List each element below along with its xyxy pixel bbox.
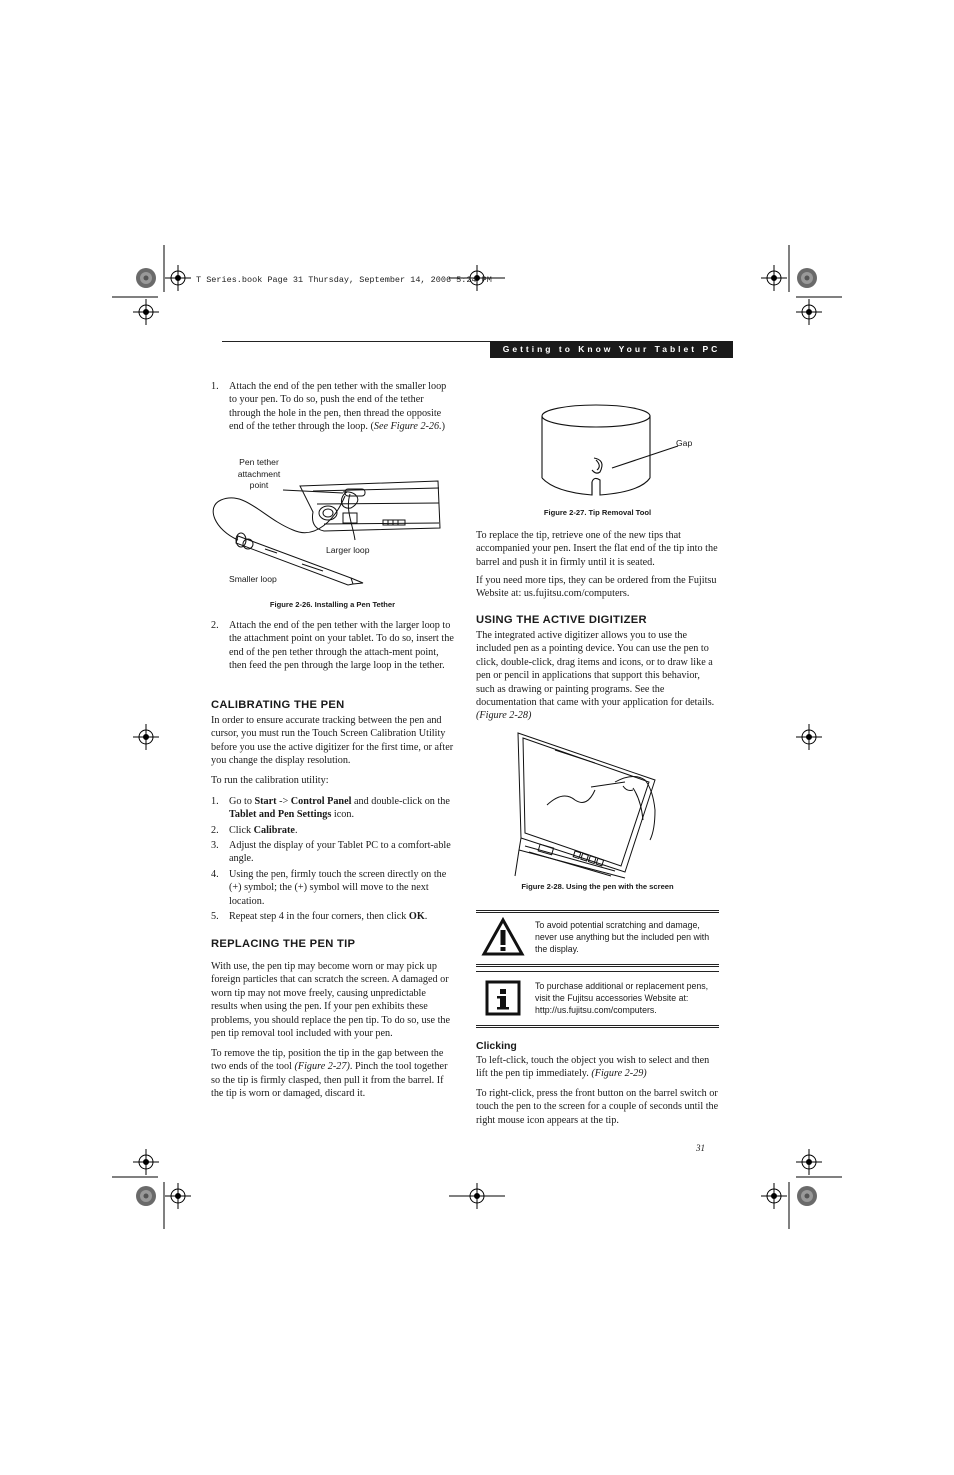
heading-clicking: Clicking: [476, 1040, 517, 1052]
info-icon: [485, 980, 521, 1016]
step-text: Adjust the display of your Tablet PC to a comfort-able angle.: [229, 840, 451, 865]
figure-reference: See Figure 2-26.: [373, 421, 442, 433]
step-text: and double-click on the: [351, 796, 450, 807]
ui-term-start: Start: [254, 796, 277, 807]
ui-term-calibrate: Calibrate: [253, 825, 295, 836]
calibration-step-1: [211, 795, 454, 822]
figure-2-27-tip-removal-tool: [540, 400, 720, 500]
step-number: 1.: [211, 796, 219, 807]
info-note-text: To purchase additional or replacement pens, visit the Fujitsu accessories Website at: http://us.fujitsu.com/computers.: [535, 981, 709, 1016]
note-rule: [476, 964, 719, 967]
step-text: Attach the end of the pen tether with the larger loop to the attachment point on your tablet. To do so, insert the end of the pen tether through the attach-ment point, then feed the pen through the large loop in the tether.: [229, 620, 454, 672]
paragraph-text: To left-click, touch the object you wish to select and then lift the pen tip immediately.: [476, 1055, 710, 1080]
ui-term-ok: OK: [408, 911, 425, 922]
calibration-step-5: [211, 910, 454, 923]
step-number: 4.: [211, 869, 219, 880]
figure-2-27-caption: Figure 2-27. Tip Removal Tool: [543, 508, 652, 517]
label-attachment-point: Pen tether attachment point: [237, 457, 281, 490]
calibration-step-3: [211, 839, 454, 866]
step-text: .: [424, 911, 428, 922]
note-rule: [476, 1025, 719, 1028]
ui-term-control-panel: Control Panel: [290, 796, 352, 807]
paragraph-text: To remove the tip, position the tip in the gap between the two ends of the tool: [211, 1048, 444, 1073]
replacing-paragraph: With use, the pen tip may become worn or may pick up foreign particles that can scratch the screen. A damaged or worn tip may not move freely, causing unpredictable results when using the pen. If your pen exhibits these problems, you should replace the pen tip. To do so, use the pen tip removal tool included with your pen.: [211, 961, 451, 1040]
replace-tip-paragraph: To replace the tip, retrieve one of the new tips that accompanied your pen. Insert the flat end of the tip into the barrel and push it in firmly until it is seated.: [476, 530, 718, 568]
paragraph-text: The integrated active digitizer allows you to use the included pen as a pointing device. You can use the pen to click, double-click, drag items and icons, or to draw like a pen or pencil in applications that support this behavior, such as drawing or painting programs. See the documentation that came with your application for details.: [476, 630, 715, 709]
warning-triangle-icon: [482, 918, 524, 956]
figure-reference: (Figure 2-27): [294, 1061, 350, 1073]
paragraph-text: . Pinch the tool together so the tip is firmly clasped, then pull it from the barrel. If the tip is worn or damaged, discard it.: [211, 1061, 448, 1100]
step-1: [211, 380, 454, 434]
figure-2-26-caption: Figure 2-26. Installing a Pen Tether: [269, 600, 396, 609]
figure-reference: (Figure 2-29): [591, 1068, 647, 1080]
right-click-paragraph: To right-click, press the front button on the barrel switch or touch the pen to the screen for a couple of seconds until the right mouse icon appears at the tip.: [476, 1088, 719, 1126]
step-text: .: [294, 825, 298, 836]
digitizer-paragraph: [476, 629, 719, 723]
left-click-paragraph: [476, 1054, 719, 1081]
step-text: Repeat step 4 in the four corners, then click: [229, 911, 409, 922]
heading-replacing-the-pen-tip: REPLACING THE PEN TIP: [211, 938, 356, 950]
header-rule: [222, 341, 490, 342]
note-rule: [476, 971, 719, 972]
label-larger-loop: Larger loop: [326, 545, 370, 555]
step-text: ): [441, 421, 446, 433]
note-rule: [476, 910, 719, 913]
step-text: Go to: [229, 796, 255, 807]
step-text: Click: [229, 825, 254, 836]
running-header: Getting to Know Your Tablet PC: [490, 341, 733, 358]
step-text: icon.: [331, 809, 355, 821]
step-text: ->: [276, 796, 291, 807]
run-calibration-intro: To run the calibration utility:: [211, 775, 329, 786]
figure-2-28-caption: Figure 2-28. Using the pen with the screen: [521, 882, 674, 891]
figure-2-28-pen-on-screen: [515, 730, 665, 878]
page-number: 31: [696, 1143, 705, 1153]
calibration-step-4: [211, 868, 454, 908]
ui-term-tablet-pen-settings: Tablet and Pen Settings: [229, 809, 332, 821]
step-number: 2.: [211, 620, 219, 631]
heading-calibrating-the-pen: CALIBRATING THE PEN: [211, 699, 345, 711]
step-number: 5.: [211, 911, 219, 922]
label-gap: Gap: [676, 438, 693, 448]
warning-note-text: To avoid potential scratching and damage, never use anything but the included pen with the display.: [535, 920, 710, 955]
label-smaller-loop: Smaller loop: [229, 574, 277, 584]
more-tips-paragraph: If you need more tips, they can be ordered from the Fujitsu Website at: us.fujitsu.com/computers.: [476, 575, 717, 600]
step-text: Using the pen, firmly touch the screen directly on the (+) symbol; the (+) symbol will move to the next location.: [229, 869, 447, 907]
step-text: Attach the end of the pen tether with the smaller loop to your pen. To do so, push the end of the tether through the hole in the pen, then thread the opposite end of the tether through the loop. (: [229, 381, 447, 433]
step-2: [211, 619, 454, 673]
step-number: 3.: [211, 840, 219, 851]
step-number: 2.: [211, 825, 219, 836]
calibrating-paragraph: In order to ensure accurate tracking between the pen and cursor, you must run the Touch Screen Calibration Utility before you use the active digitizer for the first time, or after you change the display resolution.: [211, 715, 454, 767]
step-number: 1.: [211, 381, 219, 392]
print-header: T Series.book Page 31 Thursday, September 14, 2006 5:24 PM: [196, 275, 492, 285]
heading-using-the-active-digitizer: USING THE ACTIVE DIGITIZER: [476, 614, 647, 626]
remove-tip-paragraph: [211, 1047, 454, 1101]
calibration-step-2: [211, 824, 454, 837]
figure-reference: (Figure 2-28): [476, 710, 532, 722]
